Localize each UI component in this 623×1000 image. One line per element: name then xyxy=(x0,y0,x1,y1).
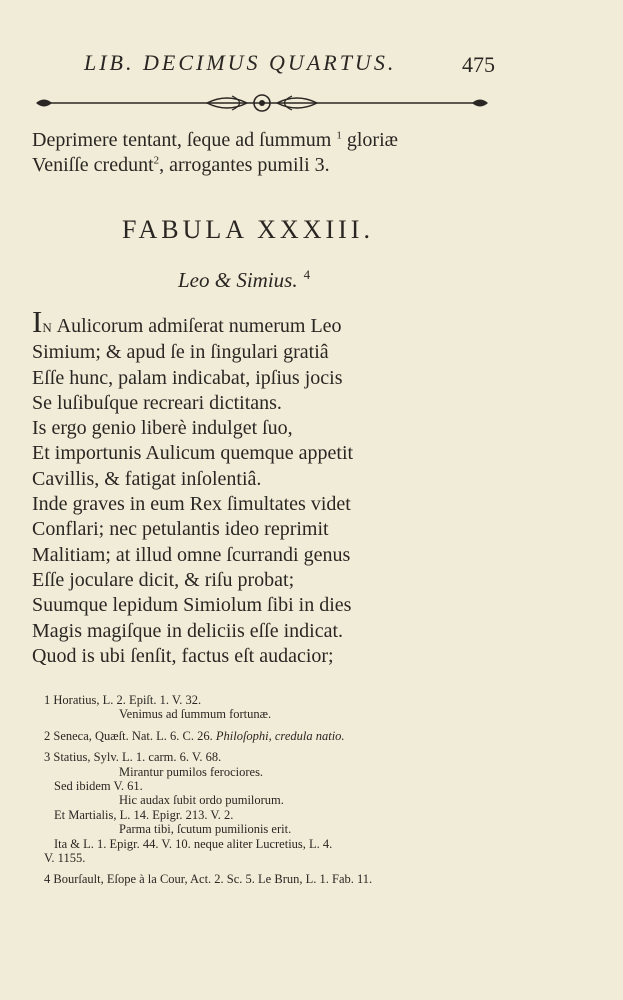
verse-line-first: IN Aulicorum admiſerat numerum Leo xyxy=(32,304,342,339)
fable-title: FABULA XXXIII. xyxy=(122,215,374,244)
continued-verse xyxy=(32,128,398,178)
verse-line: Veniſſe credunt$^2$, arrogantes pumili 3. xyxy=(32,154,330,176)
verse-line: Et importunis Aulicum quemque appetit xyxy=(32,442,354,465)
footnote-quote: Parma tibi, ſcutum pumilionis erit. xyxy=(119,822,292,837)
footnote-line: Ita & L. 1. Epigr. 44. V. 10. neque aliter Lucretius, L. 4. xyxy=(54,836,333,851)
verse-line: Deprimere tentant, ſeque ad ſummum $^1$ gloriæ xyxy=(32,129,398,151)
verse-line: Quod is ubi ſenſit, factus eſt audacior; xyxy=(32,644,334,667)
footnote-2: 2 Seneca, Quæſt. Nat. L. 6. C. 26. Philoſophi, credula natio. xyxy=(44,728,345,743)
verse-line: Magis magiſque in deliciis eſſe indicat. xyxy=(32,619,344,642)
verse-line: Inde graves in eum Rex ſimultates videt xyxy=(32,493,351,516)
ornamental-rule xyxy=(32,90,492,116)
footnote-quote: Venimus ad ſummum fortunæ. xyxy=(119,707,272,722)
fable-subtitle: Leo & Simius. $^4$ xyxy=(178,267,311,292)
verse-line: Cavillis, & fatigat inſolentiâ. xyxy=(32,467,262,490)
footnote-3: 3 Statius, Sylv. L. 1. carm. 6. V. 68. xyxy=(44,750,222,765)
verse-line: Malitiam; at illud omne ſcurrandi genus xyxy=(32,543,351,566)
fable-verse xyxy=(32,304,354,669)
footnote-mark: 4 xyxy=(303,267,311,282)
verse-line: Suumque lepidum Simiolum ſibi in dies xyxy=(32,594,352,617)
footnote-quote: Mirantur pumilos ferociores. xyxy=(119,764,264,779)
footnote-4: 4 Bourſault, Eſope à la Cour, Act. 2. Sc. 5. Le Brun, L. 1. Fab. 11. xyxy=(44,872,373,887)
verse-line: Se luſibuſque recreari dictitans. xyxy=(32,391,282,414)
page-number: 475 xyxy=(462,52,495,77)
footnote-line: Et Martialis, L. 14. Epigr. 213. V. 2. xyxy=(54,807,234,822)
footnote-mark: 1 xyxy=(336,129,342,142)
footnote-1: 1 Horatius, L. 2. Epiſt. 1. V. 32. xyxy=(44,693,202,707)
verse-line: Eſſe joculare dicit, & riſu probat; xyxy=(32,568,295,591)
running-head: LIB. DECIMUS QUARTUS. xyxy=(84,50,397,75)
drop-capital: I xyxy=(32,304,43,339)
verse-line: Eſſe hunc, palam indicabat, ipſius jocis xyxy=(32,366,343,389)
footnote-line: V. 1155. xyxy=(44,851,86,866)
verse-line: Conflari; nec petulantis ideo reprimit xyxy=(32,518,329,541)
verse-line: Simium; & apud ſe in ſingulari gratiâ xyxy=(32,341,329,364)
verse-line: Is ergo genio liberè indulget ſuo, xyxy=(32,417,293,440)
footnote-mark: 2 xyxy=(153,154,160,167)
footnote-line: Sed ibidem V. 61. xyxy=(54,779,143,794)
footnotes xyxy=(44,693,372,887)
footnote-quote: Hic audax ſubit ordo pumilorum. xyxy=(119,793,284,808)
